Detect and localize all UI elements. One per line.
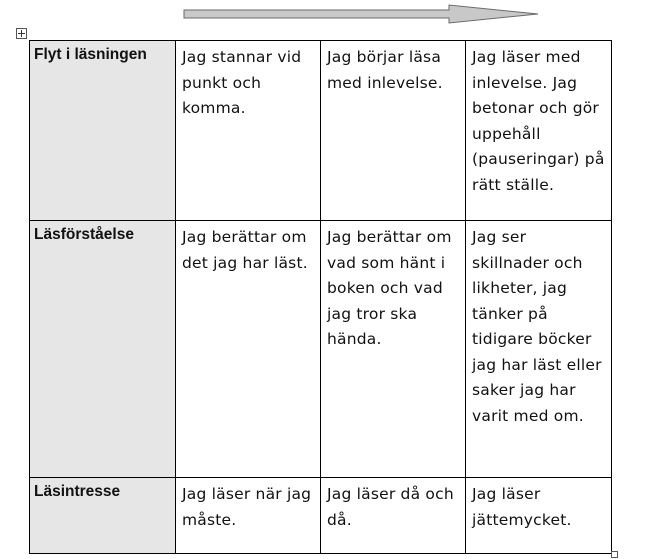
- level-cell: Jag berättar om vad som hänt i boken och vad jag tror ska hända.: [321, 221, 466, 478]
- level-cell: Jag läser med inlevelse. Jag betonar och gör uppehåll (pauseringar) på rätt ställe.: [466, 41, 612, 221]
- level-cell: Jag läser jättemycket.: [466, 478, 612, 554]
- level-cell: Jag stannar vid punkt och komma.: [176, 41, 321, 221]
- reading-rubric-table: [29, 40, 612, 554]
- table-row: [30, 478, 612, 554]
- table-move-handle-icon[interactable]: [16, 28, 27, 39]
- table-row: [30, 41, 612, 221]
- table-row: [30, 221, 612, 478]
- table-resize-handle[interactable]: [611, 551, 618, 558]
- row-heading: Läsintresse: [30, 478, 176, 554]
- row-heading: Läsförståelse: [30, 221, 176, 478]
- row-heading: Flyt i läsningen: [30, 41, 176, 221]
- level-cell: Jag läser då och då.: [321, 478, 466, 554]
- level-cell: Jag börjar läsa med inlevelse.: [321, 41, 466, 221]
- level-cell: Jag berättar om det jag har läst.: [176, 221, 321, 478]
- level-cell: Jag ser skillnader och likheter, jag tänker på tidigare böcker jag har läst eller saker jag har varit med om.: [466, 221, 612, 478]
- level-cell: Jag läser när jag måste.: [176, 478, 321, 554]
- progression-arrow: [183, 4, 543, 26]
